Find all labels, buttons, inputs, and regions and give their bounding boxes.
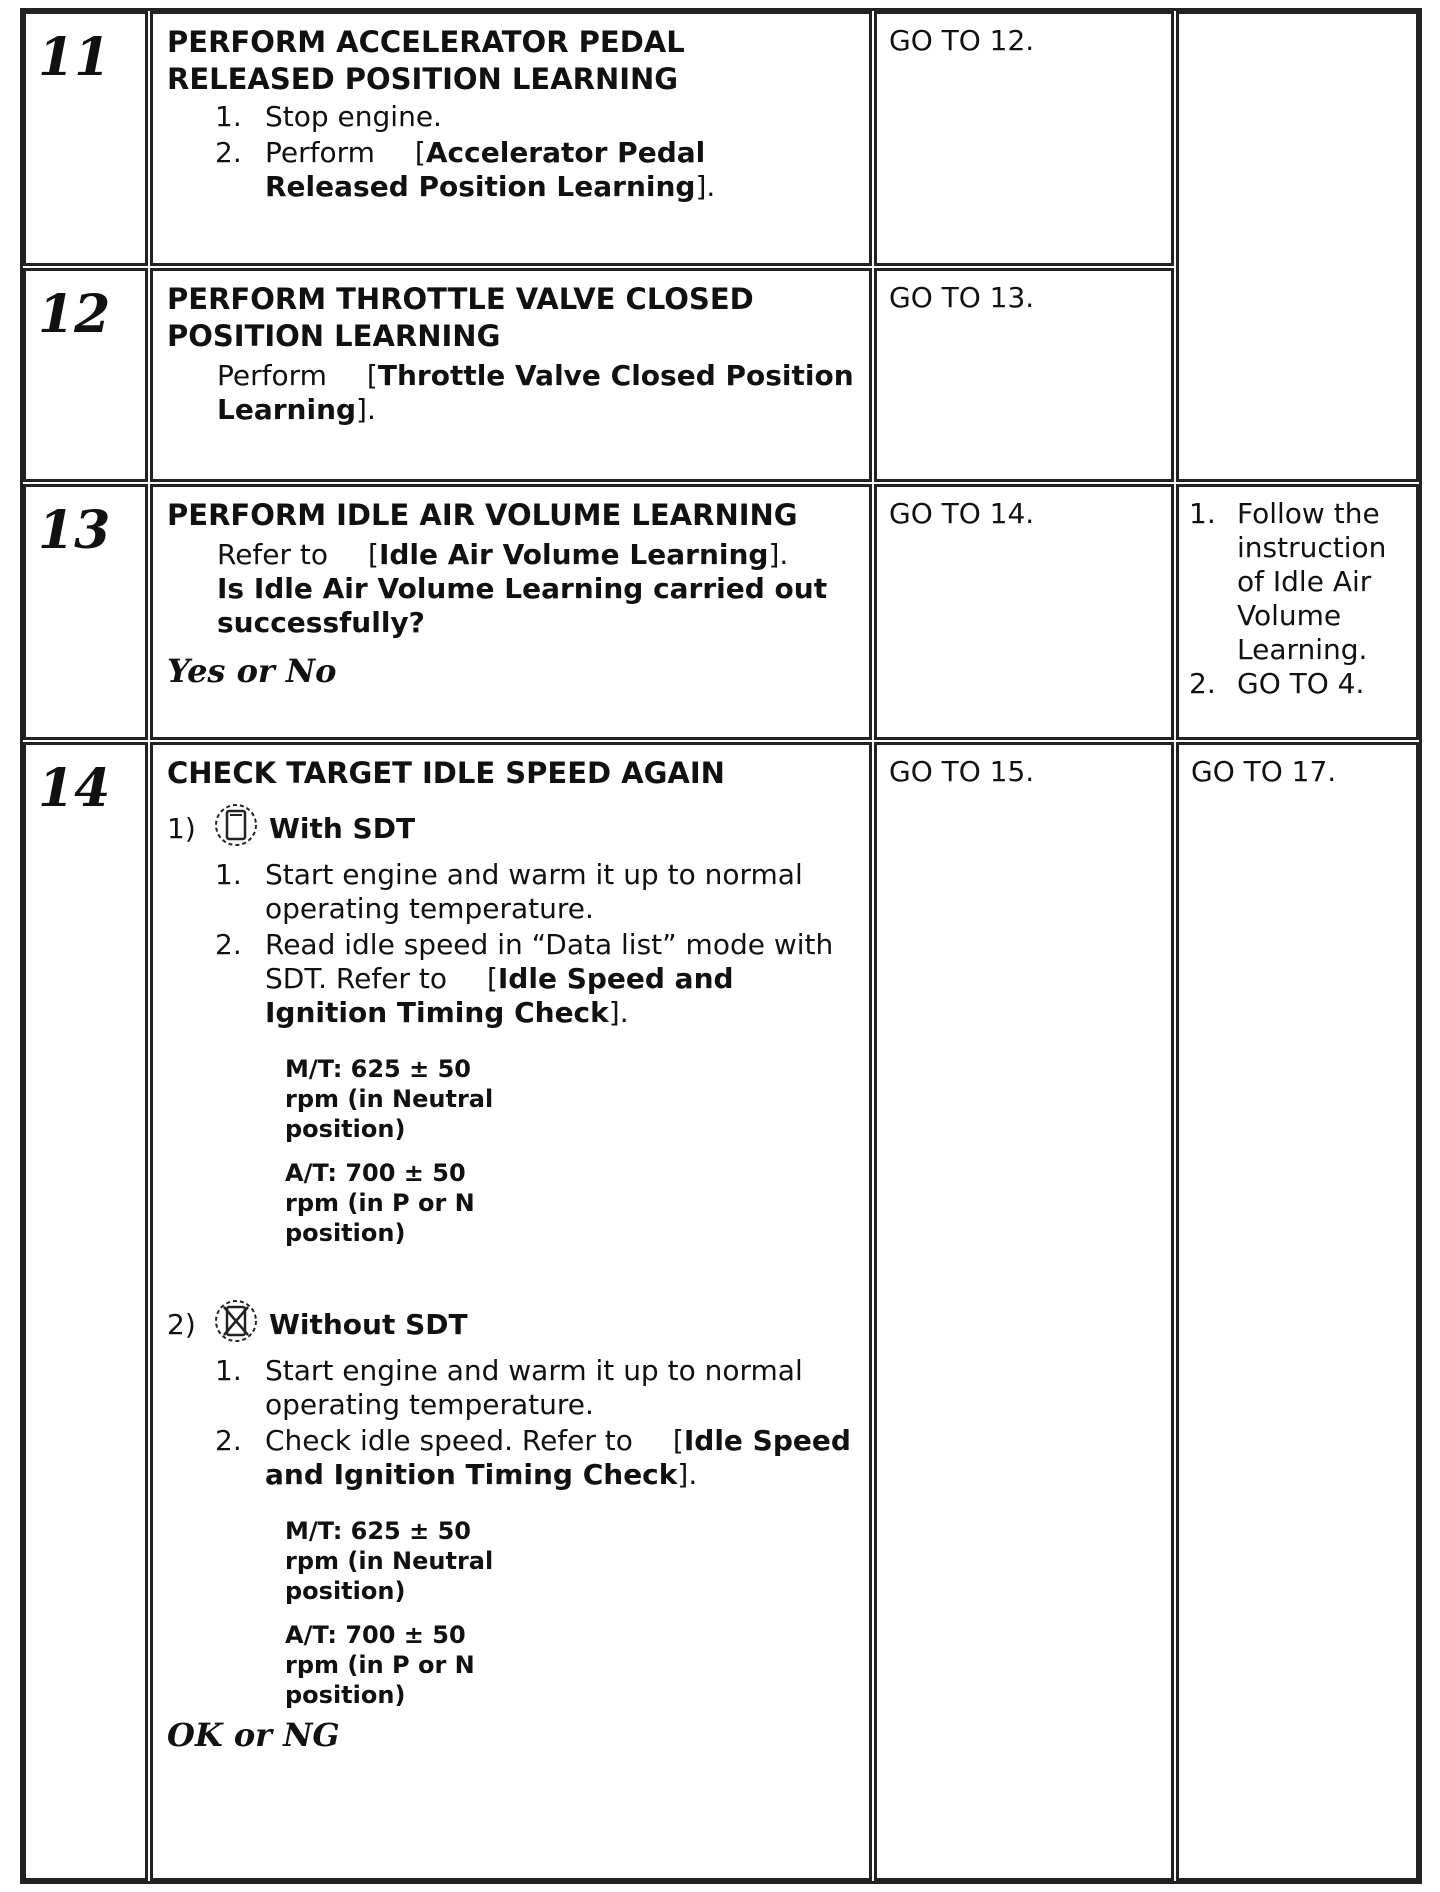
method-without-sdt: 2) Without SDT <box>167 1298 855 1352</box>
yes-cell <box>874 742 1174 1881</box>
yes-cell <box>874 484 1174 740</box>
list-item: 1. Start engine and warm it up to normal operating temperature. <box>215 858 803 925</box>
step-content-cell <box>150 268 872 482</box>
spec-mt: M/T: 625 ± 50 rpm (in Neutral position) <box>285 1517 494 1605</box>
list-item: 1. Follow the instruction of Idle Air Volume Learning. <box>1189 497 1387 666</box>
step-heading: CHECK TARGET IDLE SPEED AGAIN <box>167 756 725 790</box>
step-question: Is Idle Air Volume Learning carried out successfully? <box>217 572 828 639</box>
diagnostic-table <box>20 8 1422 1884</box>
spec-at: A/T: 700 ± 50 rpm (in P or N position) <box>285 1159 475 1247</box>
reference-link[interactable]: Idle Air Volume Learning <box>378 538 769 571</box>
yes-action: GO TO 13. <box>889 281 1035 314</box>
step-heading: PERFORM IDLE AIR VOLUME LEARNING <box>167 498 798 532</box>
step-heading: PERFORM THROTTLE VALVE CLOSED POSITION LEARNING <box>167 282 754 353</box>
step-number: 12 <box>38 284 111 345</box>
list-item: 2. Read idle speed in “Data list” mode with SDT. Refer to [Idle Speed and Ignition Timing Check]. <box>215 928 834 1029</box>
step-number-cell <box>23 742 148 1881</box>
reference-link[interactable]: Idle Speed and Ignition Timing Check <box>265 1424 851 1491</box>
step-number-cell <box>23 268 148 482</box>
no-cell <box>1176 484 1419 740</box>
step-number: 14 <box>38 758 111 819</box>
no-cell <box>1176 742 1419 1881</box>
list-item: 1. Start engine and warm it up to normal operating temperature. <box>215 1354 803 1421</box>
reference-link[interactable]: Idle Speed and Ignition Timing Check <box>265 962 734 1029</box>
method-with-sdt: 1) With SDT <box>167 802 855 856</box>
reference-link[interactable]: Accelerator Pedal Released Position Learning <box>265 136 706 203</box>
list-item: 1. Stop engine. <box>215 100 442 133</box>
no-action: GO TO 17. <box>1191 755 1337 788</box>
step-number-cell <box>23 484 148 740</box>
step-number: 11 <box>38 27 111 88</box>
yes-cell <box>874 11 1174 266</box>
method-title: With SDT <box>269 812 416 845</box>
step-content-cell <box>150 742 872 1881</box>
list-item: 2. Perform [Accelerator Pedal Released Position Learning]. <box>215 136 716 203</box>
spec-mt: M/T: 625 ± 50 rpm (in Neutral position) <box>285 1055 494 1143</box>
step-number-cell <box>23 11 148 266</box>
spec-at: A/T: 700 ± 50 rpm (in P or N position) <box>285 1621 475 1709</box>
step-instruction: Perform [Throttle Valve Closed Position Learning]. <box>217 359 854 426</box>
no-cell-empty <box>1176 11 1419 482</box>
yes-action: GO TO 15. <box>889 755 1035 788</box>
yes-action: GO TO 14. <box>889 497 1035 530</box>
step-number: 13 <box>38 500 111 561</box>
result-prompt: Yes or No <box>167 652 337 690</box>
step-instruction: Refer to [Idle Air Volume Learning]. <box>217 538 789 571</box>
no-action-list <box>1179 487 1416 701</box>
yes-action: GO TO 12. <box>889 24 1035 57</box>
method-title: Without SDT <box>269 1308 468 1341</box>
step-content-cell <box>150 11 872 266</box>
list-item: 2. GO TO 4. <box>1189 667 1365 700</box>
no-sdt-icon <box>213 1298 259 1352</box>
reference-link[interactable]: Throttle Valve Closed Position Learning <box>217 359 854 426</box>
list-item: 2. Check idle speed. Refer to [Idle Speed and Ignition Timing Check]. <box>215 1424 851 1491</box>
step-content-cell <box>150 484 872 740</box>
result-prompt: OK or NG <box>167 1716 340 1754</box>
yes-cell <box>874 268 1174 482</box>
sdt-tool-icon <box>213 802 259 856</box>
step-heading: PERFORM ACCELERATOR PEDAL RELEASED POSITION LEARNING <box>167 25 685 96</box>
